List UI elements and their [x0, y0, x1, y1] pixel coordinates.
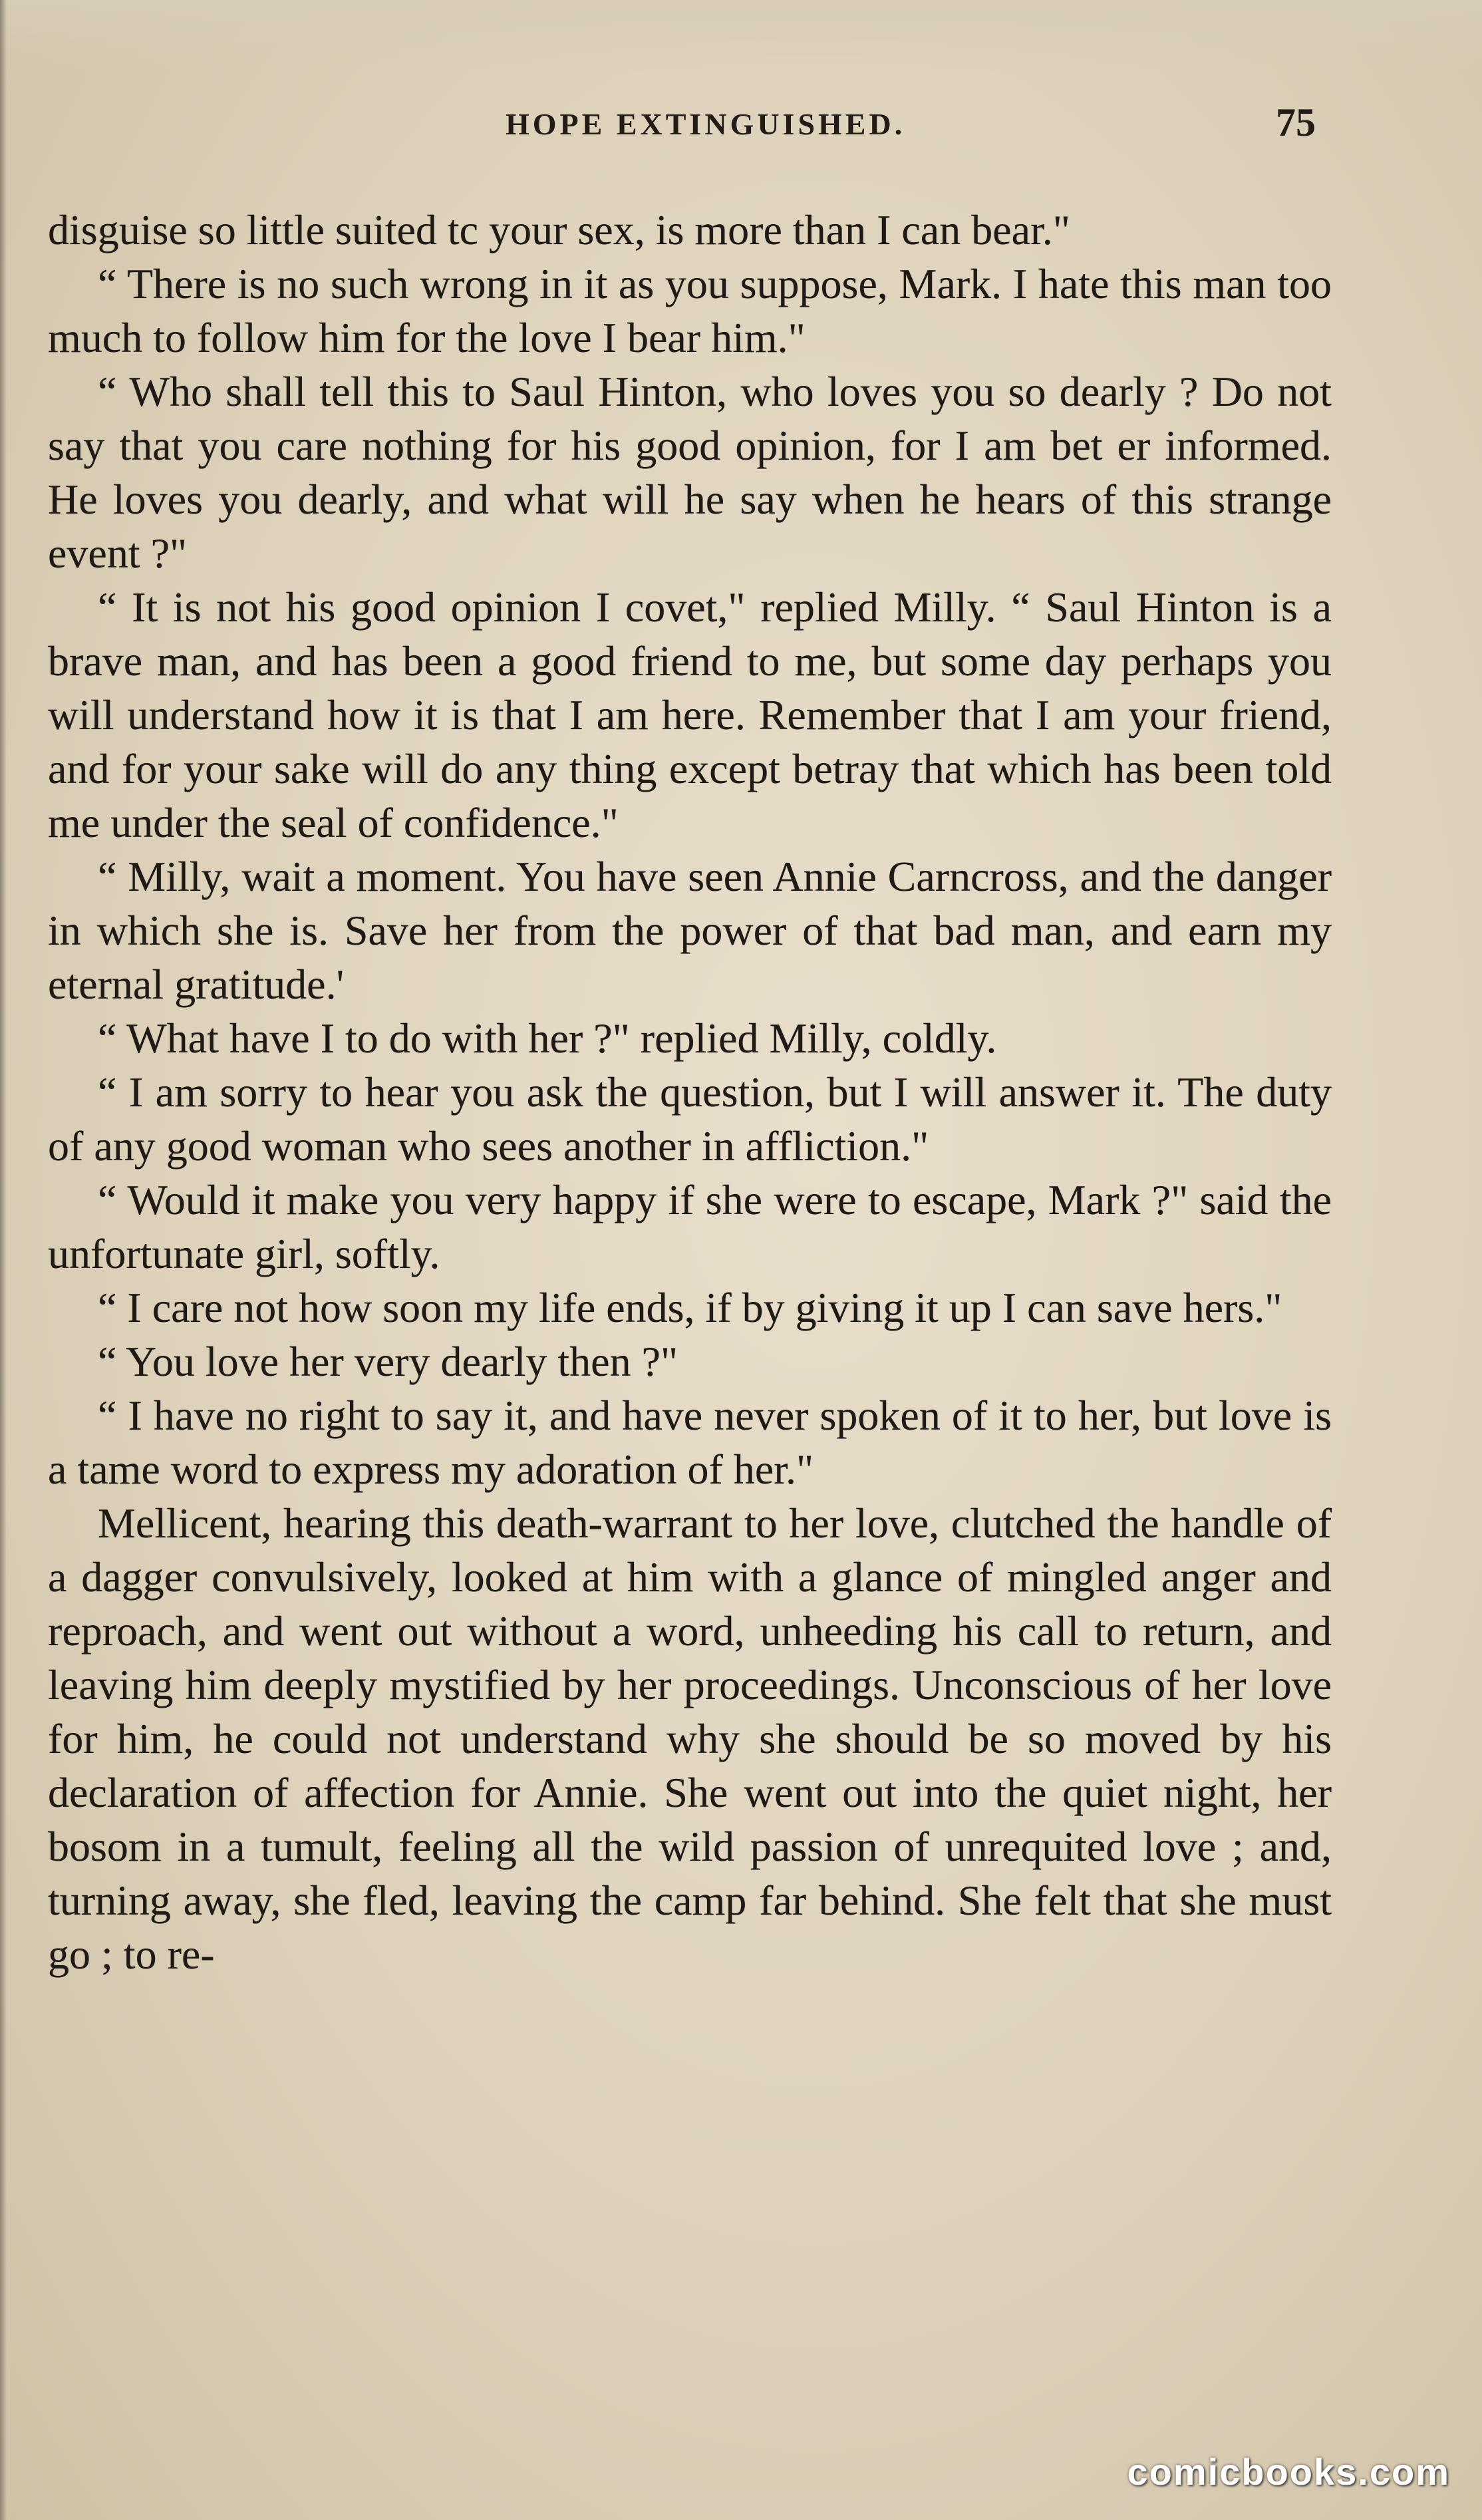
page-number: 75 — [1276, 100, 1316, 144]
chapter-title: HOPE EXTINGUISHED. — [506, 107, 906, 141]
paragraph: “ You love her very dearly then ?" — [98, 1338, 678, 1385]
paragraph: “ It is not his good opinion I covet," replied Milly. “ Saul Hinton is a brave man, and has been a good friend to me, but some day perhaps you will understand how it is that I am here. Remember that I am your friend, and for your sake will do any thing except betray that which has been told me under the seal of confidence." — [48, 583, 1332, 846]
worn-top-edge — [0, 0, 1482, 73]
paragraph: “ Would it make you very happy if she were to escape, Mark ?" said the unfortunate girl, softly. — [48, 1176, 1332, 1277]
paragraph: disguise so little suited tc your sex, is more than I can bear." — [48, 206, 1070, 253]
paragraph: “ I care not how soon my life ends, if by giving it up I can save hers." — [98, 1284, 1282, 1331]
paragraph: “ Milly, wait a moment. You have seen Annie Carncross, and the danger in which she is. Save her from the power of that bad man, and earn my eternal gratitude.' — [48, 853, 1332, 1008]
running-head — [0, 100, 1482, 160]
paragraph: “ Who shall tell this to Saul Hinton, who loves you so dearly ? Do not say that you care nothing for his good opinion, for I am bet er informed. He loves you dearly, and what will he say when he hears of this strange event ?" — [48, 368, 1332, 577]
watermark: comicbooks.com — [1127, 2451, 1450, 2493]
paragraph: “ I have no right to say it, and have never spoken of it to her, but love is a tame word to express my adoration of her." — [48, 1392, 1332, 1493]
body-text — [48, 203, 1332, 1981]
paragraph: “ What have I to do with her ?" replied Milly, coldly. — [98, 1015, 997, 1062]
paragraph: Mellicent, hearing this death-warrant to her love, clutched the handle of a dagger convulsively, looked at him with a glance of mingled anger and reproach, and went out without a word, unheeding his call to return, and leaving him deeply mystified by her proceedings. Unconscious of her love for him, he could not understand why she should be so moved by his declaration of affection for Annie. She went out into the quiet night, her bosom in a tumult, feeling all the wild passion of unrequited love ; and, turning away, she fled, leaving the camp far behind. She felt that she must go ; to re- — [48, 1499, 1332, 1978]
page-edge-shadow — [0, 0, 7, 2520]
paragraph: “ I am sorry to hear you ask the question, but I will answer it. The duty of any good woman who sees another in affliction." — [48, 1068, 1332, 1170]
paragraph: “ There is no such wrong in it as you suppose, Mark. I hate this man too much to follow him for the love I bear him." — [48, 260, 1332, 361]
